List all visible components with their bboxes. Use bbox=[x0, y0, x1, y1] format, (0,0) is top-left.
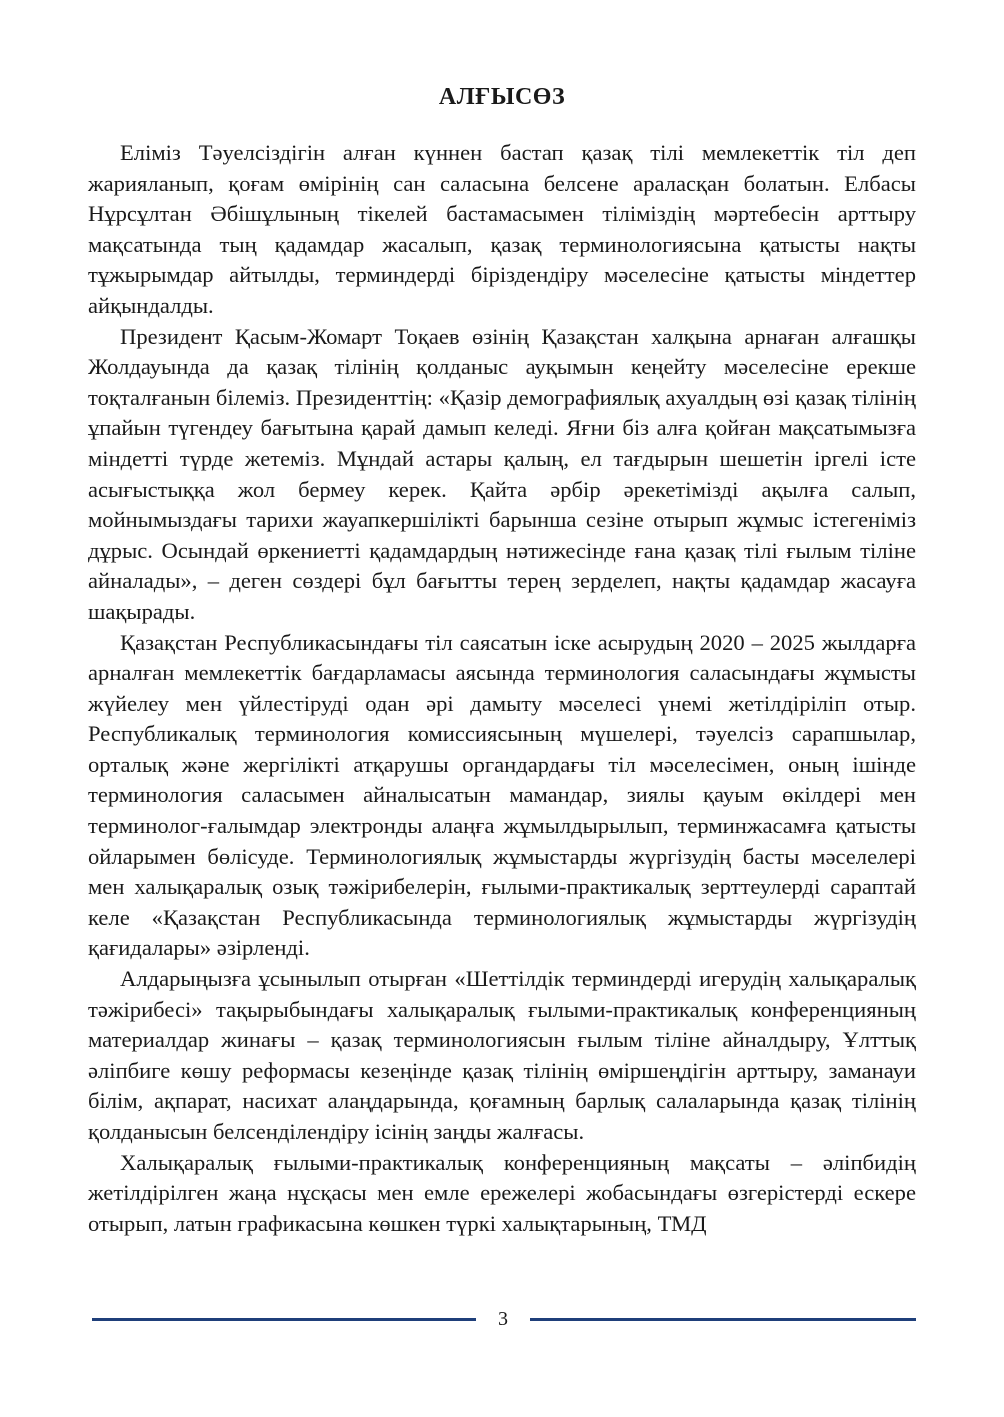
paragraph: Еліміз Тәуелсіздігін алған күннен бастап қазақ тілі мемлекеттік тіл деп жарияланып, қоғам өмірінің сан саласына белсене араласқан болатын. Елбасы Нұрсұлтан Әбішұлының тікелей бастамасымен тіліміздің мәртебесін арттыру мақсатында тың қадамдар жасалып, қазақ терминологиясына қатысты нақты тұжырымдар айтылды, терминдерді біріздендіру мәселесіне қатысты міндеттер айқындалды. bbox=[88, 140, 916, 318]
body-text bbox=[88, 138, 916, 1239]
paragraph: Халықаралық ғылыми-практикалық конференцияның мақсаты – әліпбидің жетілдірілген жаңа нұсқасы мен емле ережелері жобасындағы өзгерістерді ескере отырып, латын графикасына көшкен түркі халықтарының, ТМД bbox=[88, 1149, 916, 1236]
paragraph: Алдарыңызға ұсынылып отырған «Шеттілдік терминдерді игерудің халықаралық тәжірибесі» тақырыбындағы халықаралық ғылыми-практикалық конференцияның материалдар жинағы – қазақ терминологиясын ғылым тіліне айналдыру, Ұлттық әліпбиге көшу реформасы кезеңінде қазақ тілінің өміршеңдігін арттыру, заманауи білім, ақпарат, насихат алаңдарында, қоғамның барлық салаларында қазақ тілінің қолданысын белсенділендіру ісінің заңды жалғасы. bbox=[88, 966, 916, 1144]
paragraph: Қазақстан Республикасындағы тіл саясатын іске асырудың 2020 – 2025 жылдарға арналған мемлекеттік бағдарламасы аясында терминология саласындағы жұмысты жүйелеу мен үйлестіруді одан әрі дамыту мәселесі үнемі жетілдіріліп отыр. Республикалық терминология комиссиясының мүшелері, тәуелсіз сарапшылар, орталық және жергілікті атқарушы органдардағы тіл мәселесімен, оның ішінде терминология саласымен айналысатын мамандар, зиялы қауым өкілдері мен терминолог-ғалымдар электронды алаңға жұмылдырылып, терминжасамға қатысты ойларымен бөлісуде. Терминологиялық жұмыстарды жүргізудің басты мәселелері мен халықаралық озық тәжірибелерін, ғылыми-практикалық зерттеулерді сараптай келе «Қазақстан Республикасында терминологиялық жұмыстарды жүргізудің қағидалары» әзірленді. bbox=[88, 629, 916, 961]
paragraph: Президент Қасым-Жомарт Тоқаев өзінің Қазақстан халқына арнаған алғашқы Жолдауында да қазақ тілінің қолданыс ауқымын кеңейту мәселесіне ерекше тоқталғанын білеміз. Президенттің: «Қазір демографиялық ахуалдың өзі қазақ тілінің ұпайын түгендеу бағытына қарай дамып келеді. Яғни біз алға қойған мақсатымызға міндетті түрде жетеміз. Мұндай астары қалың, ел тағдырын шешетін іргелі істе асығыстыққа жол бермеу керек. Қайта әрбір әрекетімізді ақылға салып, мойнымыздағы тарихи жауапкершілікті барынша сезіне отырып жұмыс істегеніміз дұрыс. Осындай өркениетті қадамдардың нәтижесінде ғана қазақ тілі ғылым тіліне айналады», – деген сөздері бұл бағытты терең зерделеп, нақты қадамдар жасауға шақырады. bbox=[88, 323, 916, 624]
page-footer bbox=[92, 1306, 916, 1334]
page-title: АЛҒЫСӨЗ bbox=[438, 84, 566, 110]
page-number: 3 bbox=[498, 1308, 508, 1330]
footer-rule-right bbox=[530, 1318, 916, 1321]
footer-rule-left bbox=[92, 1318, 476, 1321]
